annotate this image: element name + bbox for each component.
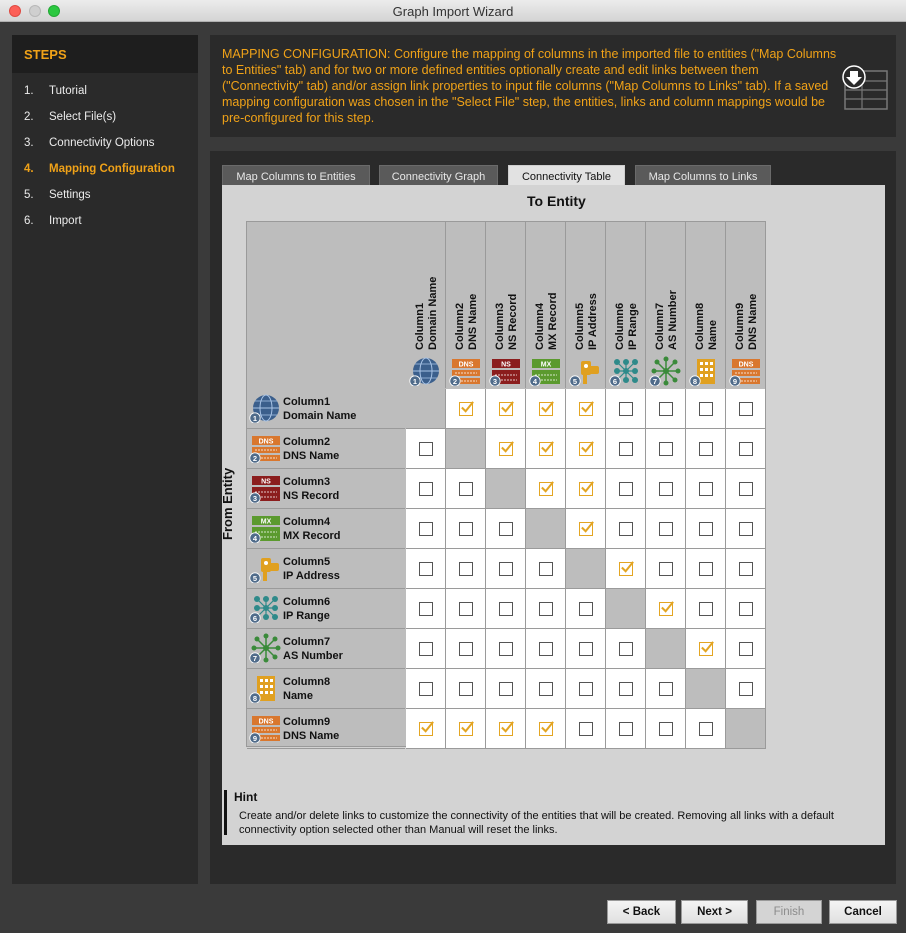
as-number-icon — [649, 356, 683, 386]
row-header — [247, 469, 405, 509]
link-checkbox[interactable] — [739, 682, 753, 696]
diagonal-cell — [646, 629, 686, 669]
diagonal-cell — [446, 429, 486, 469]
matrix-cell — [406, 469, 446, 509]
row-header-label: Column2 — [283, 436, 331, 448]
link-checkbox[interactable] — [419, 642, 433, 656]
matrix-cell — [566, 589, 606, 629]
link-checkbox[interactable] — [579, 602, 593, 616]
link-checkbox[interactable] — [459, 722, 473, 736]
step-label: Import — [49, 215, 82, 227]
description-text: MAPPING CONFIGURATION: Configure the mapping of columns in the imported file to entities ("Map Columns to Entities" tab) and for two or more defined entities optionally create and edit links between them ("Connectivity" tab) and/or assign link properties to input file columns ("Map Columns to Links" tab). If a saved mapping configuration was chosen in the "Select File" step, the entities, links and column mappings would be pre-configured for this step. — [222, 47, 837, 125]
matrix-cell — [406, 509, 446, 549]
link-checkbox[interactable] — [739, 562, 753, 576]
matrix-cell — [406, 669, 446, 709]
row-header-label: Column4 — [283, 516, 331, 528]
row-header-entity: AS Number — [283, 650, 343, 662]
diagonal-cell — [686, 669, 726, 709]
step-item[interactable] — [24, 215, 194, 229]
matrix-cell — [526, 429, 566, 469]
hint-title: Hint — [234, 790, 258, 804]
link-checkbox[interactable] — [739, 402, 753, 416]
row-header-label: Column3 — [283, 476, 331, 488]
row-header-entity: MX Record — [283, 530, 341, 542]
description-panel — [210, 35, 896, 137]
svg-text:3: 3 — [252, 494, 258, 503]
link-checkbox[interactable] — [659, 522, 673, 536]
diagonal-cell — [726, 709, 766, 749]
matrix-cell — [686, 549, 726, 589]
column-header: Column9 DNS Name DNS 9 — [726, 222, 766, 388]
link-checkbox[interactable] — [619, 722, 633, 736]
svg-text:DNS: DNS — [458, 361, 474, 369]
matrix-cell — [566, 709, 606, 749]
matrix-cell — [686, 509, 726, 549]
matrix-cell — [406, 429, 446, 469]
diagonal-cell — [486, 469, 526, 509]
svg-text:9: 9 — [252, 734, 258, 743]
diagonal-cell — [606, 589, 646, 629]
matrix-cell — [686, 629, 726, 669]
title-bar — [0, 0, 906, 22]
matrix-cell — [646, 589, 686, 629]
link-checkbox[interactable] — [459, 602, 473, 616]
check-mark-icon — [540, 720, 555, 735]
link-checkbox[interactable] — [619, 482, 633, 496]
tab-item[interactable]: Connectivity Graph — [379, 165, 498, 185]
hint-text: Create and/or delete links to customize the connectivity of the entities that will be created. Removing all links with a default connectivity option selected other than Manual will reset the links. — [239, 810, 834, 836]
link-checkbox[interactable] — [579, 442, 593, 456]
column-header: Column2 DNS Name DNS 2 — [446, 222, 486, 388]
link-checkbox[interactable] — [499, 402, 513, 416]
step-item[interactable] — [24, 111, 194, 125]
matrix-cell — [526, 669, 566, 709]
check-mark-icon — [660, 600, 675, 615]
matrix-cell — [726, 469, 766, 509]
matrix-cell — [646, 469, 686, 509]
row-header — [247, 429, 405, 469]
svg-text:5: 5 — [252, 574, 258, 583]
link-checkbox[interactable] — [499, 722, 513, 736]
matrix-cell — [606, 509, 646, 549]
link-checkbox[interactable] — [619, 642, 633, 656]
matrix-cell — [726, 669, 766, 709]
link-checkbox[interactable] — [459, 642, 473, 656]
next-button[interactable]: Next > — [681, 900, 748, 924]
link-checkbox[interactable] — [459, 682, 473, 696]
row-header — [247, 589, 405, 629]
link-checkbox[interactable] — [619, 682, 633, 696]
svg-text:7: 7 — [652, 377, 658, 386]
step-item[interactable] — [24, 189, 194, 203]
link-checkbox[interactable] — [419, 682, 433, 696]
link-checkbox[interactable] — [659, 562, 673, 576]
link-checkbox[interactable] — [539, 402, 553, 416]
svg-text:7: 7 — [252, 654, 258, 663]
svg-text:3: 3 — [492, 377, 498, 386]
svg-text:MX: MX — [260, 518, 272, 526]
column-header: Column5 IP Address 5 — [566, 222, 606, 388]
link-checkbox[interactable] — [539, 562, 553, 576]
link-checkbox[interactable] — [539, 602, 553, 616]
matrix-cell — [526, 629, 566, 669]
as-number-icon — [249, 633, 281, 665]
link-checkbox[interactable] — [659, 442, 673, 456]
matrix-cell — [726, 629, 766, 669]
step-label: Connectivity Options — [49, 137, 155, 149]
link-checkbox[interactable] — [419, 562, 433, 576]
svg-text:6: 6 — [612, 377, 618, 386]
matrix-cell — [606, 469, 646, 509]
row-header-label: Column9 — [283, 716, 331, 728]
dns-icon — [449, 356, 483, 386]
link-checkbox[interactable] — [459, 482, 473, 496]
matrix-cell — [446, 549, 486, 589]
dns-icon — [729, 356, 763, 386]
svg-text:NS: NS — [501, 361, 511, 369]
tab-item[interactable]: Connectivity Table — [508, 165, 625, 185]
matrix-cell — [606, 629, 646, 669]
matrix-cell — [406, 709, 446, 749]
check-mark-icon — [420, 720, 435, 735]
matrix-cell — [686, 429, 726, 469]
step-item[interactable] — [24, 137, 194, 151]
back-button[interactable]: < Back — [607, 900, 676, 924]
link-checkbox[interactable] — [419, 482, 433, 496]
svg-text:8: 8 — [692, 377, 698, 386]
step-item[interactable] — [24, 163, 194, 177]
matrix-cell — [446, 509, 486, 549]
link-checkbox[interactable] — [579, 402, 593, 416]
window-title: Graph Import Wizard — [392, 4, 514, 19]
step-number: 1. — [24, 85, 34, 97]
diagonal-cell — [526, 509, 566, 549]
link-checkbox[interactable] — [419, 442, 433, 456]
check-mark-icon — [580, 400, 595, 415]
mx-record-icon — [529, 356, 563, 386]
link-checkbox[interactable] — [699, 722, 713, 736]
link-checkbox[interactable] — [499, 522, 513, 536]
link-checkbox[interactable] — [579, 522, 593, 536]
check-mark-icon — [460, 400, 475, 415]
matrix-cell — [446, 389, 486, 429]
link-checkbox[interactable] — [739, 442, 753, 456]
link-checkbox[interactable] — [579, 482, 593, 496]
steps-heading: STEPS — [12, 35, 198, 73]
matrix-cell — [406, 629, 446, 669]
matrix-cell — [686, 389, 726, 429]
link-checkbox[interactable] — [539, 642, 553, 656]
matrix-cell — [726, 429, 766, 469]
link-checkbox[interactable] — [699, 442, 713, 456]
svg-text:4: 4 — [532, 377, 538, 386]
matrix-cell — [486, 549, 526, 589]
row-header-label: Column8 — [283, 676, 331, 688]
check-mark-icon — [500, 440, 515, 455]
matrix-cell — [606, 389, 646, 429]
svg-text:1: 1 — [252, 414, 258, 423]
row-header-entity: Domain Name — [283, 410, 357, 422]
matrix-cell — [486, 629, 526, 669]
building-icon — [249, 673, 281, 705]
link-checkbox[interactable] — [739, 482, 753, 496]
step-label: Settings — [49, 189, 91, 201]
row-header — [247, 549, 405, 589]
check-mark-icon — [540, 480, 555, 495]
matrix-cell — [406, 589, 446, 629]
link-checkbox[interactable] — [499, 602, 513, 616]
svg-text:8: 8 — [252, 694, 258, 703]
link-checkbox[interactable] — [619, 522, 633, 536]
tab-item[interactable]: Map Columns to Links — [635, 165, 771, 185]
matrix-cell — [486, 389, 526, 429]
matrix-cell — [726, 509, 766, 549]
matrix-cell — [526, 469, 566, 509]
step-label: Tutorial — [49, 85, 87, 97]
step-item[interactable] — [24, 85, 194, 99]
row-header — [247, 629, 405, 669]
column-header: Column4 MX Record MX 4 — [526, 222, 566, 388]
svg-text:5: 5 — [572, 377, 578, 386]
tab-item[interactable]: Map Columns to Entities — [222, 165, 370, 185]
matrix-cell — [606, 549, 646, 589]
matrix-cell — [446, 589, 486, 629]
hint-box — [224, 790, 874, 835]
link-checkbox[interactable] — [499, 682, 513, 696]
link-checkbox[interactable] — [539, 682, 553, 696]
globe-icon — [409, 356, 443, 386]
matrix-cell — [646, 429, 686, 469]
cancel-button[interactable]: Cancel — [829, 900, 897, 924]
link-checkbox[interactable] — [539, 482, 553, 496]
svg-text:NS: NS — [261, 478, 271, 486]
link-checkbox[interactable] — [499, 562, 513, 576]
svg-text:DNS: DNS — [258, 438, 274, 446]
check-mark-icon — [540, 400, 555, 415]
diagonal-cell — [566, 549, 606, 589]
row-header-label: Column7 — [283, 636, 331, 648]
matrix-cell — [726, 549, 766, 589]
step-number: 3. — [24, 137, 34, 149]
check-mark-icon — [580, 480, 595, 495]
svg-text:DNS: DNS — [258, 718, 274, 726]
matrix-cell — [726, 589, 766, 629]
svg-text:2: 2 — [252, 454, 258, 463]
globe-icon — [249, 393, 281, 425]
row-header-entity: DNS Name — [283, 730, 340, 742]
svg-text:6: 6 — [252, 614, 258, 623]
link-checkbox[interactable] — [539, 722, 553, 736]
building-icon — [689, 356, 723, 386]
column-header: Column1 Domain Name 1 — [406, 222, 446, 388]
matrix-cell — [486, 509, 526, 549]
row-header — [247, 709, 405, 749]
check-mark-icon — [500, 400, 515, 415]
ip-address-icon — [249, 553, 281, 585]
link-checkbox[interactable] — [619, 442, 633, 456]
link-checkbox[interactable] — [659, 682, 673, 696]
row-header-entity: IP Address — [283, 570, 340, 582]
matrix-cell — [606, 429, 646, 469]
step-number: 6. — [24, 215, 34, 227]
matrix-cell — [526, 589, 566, 629]
diagonal-cell — [406, 389, 446, 429]
link-checkbox[interactable] — [579, 722, 593, 736]
matrix-cell — [446, 669, 486, 709]
ns-record-icon — [249, 473, 281, 505]
matrix-cell — [726, 389, 766, 429]
matrix-cell — [646, 509, 686, 549]
step-number: 5. — [24, 189, 34, 201]
link-checkbox[interactable] — [579, 642, 593, 656]
matrix-cell — [446, 709, 486, 749]
step-number: 2. — [24, 111, 34, 123]
column-header: Column6 IP Range 6 — [606, 222, 646, 388]
link-checkbox[interactable] — [499, 642, 513, 656]
link-checkbox[interactable] — [619, 402, 633, 416]
column-header: Column8 Name 8 — [686, 222, 726, 388]
link-checkbox[interactable] — [539, 442, 553, 456]
row-header — [247, 389, 405, 429]
check-mark-icon — [580, 520, 595, 535]
link-checkbox[interactable] — [659, 722, 673, 736]
link-checkbox[interactable] — [699, 602, 713, 616]
link-checkbox[interactable] — [659, 402, 673, 416]
step-label: Select File(s) — [49, 111, 117, 123]
check-mark-icon — [460, 720, 475, 735]
matrix-cell — [686, 709, 726, 749]
matrix-cell — [486, 669, 526, 709]
matrix-cell — [406, 549, 446, 589]
link-checkbox[interactable] — [459, 562, 473, 576]
link-checkbox[interactable] — [739, 602, 753, 616]
matrix-cell — [486, 589, 526, 629]
column-header: Column7 AS Number 7 — [646, 222, 686, 388]
finish-button[interactable]: Finish — [756, 900, 822, 924]
matrix-cell — [646, 669, 686, 709]
svg-text:DNS: DNS — [738, 361, 754, 369]
import-table-icon — [840, 65, 890, 115]
check-mark-icon — [700, 640, 715, 655]
link-checkbox[interactable] — [419, 602, 433, 616]
row-header — [247, 669, 405, 709]
link-checkbox[interactable] — [459, 402, 473, 416]
matrix-cell — [566, 669, 606, 709]
link-checkbox[interactable] — [739, 522, 753, 536]
svg-text:2: 2 — [452, 377, 458, 386]
link-checkbox[interactable] — [699, 522, 713, 536]
svg-text:MX: MX — [540, 361, 552, 369]
matrix-cell — [526, 709, 566, 749]
column-header: Column3 NS Record NS 3 — [486, 222, 526, 388]
ip-range-icon — [249, 593, 281, 625]
row-header-entity: DNS Name — [283, 450, 340, 462]
check-mark-icon — [540, 440, 555, 455]
matrix-cell — [526, 389, 566, 429]
check-mark-icon — [500, 720, 515, 735]
link-checkbox[interactable] — [699, 402, 713, 416]
ip-address-icon — [569, 356, 603, 386]
matrix-cell — [566, 389, 606, 429]
row-header-entity: Name — [283, 690, 313, 702]
svg-text:1: 1 — [412, 377, 418, 386]
svg-text:4: 4 — [252, 534, 258, 543]
matrix-cell — [686, 469, 726, 509]
ns-record-icon — [489, 356, 523, 386]
matrix-cell — [606, 709, 646, 749]
dns-icon — [249, 713, 281, 745]
step-label: Mapping Configuration — [49, 163, 175, 175]
dns-icon — [249, 433, 281, 465]
matrix-cell — [606, 669, 646, 709]
matrix-cell — [566, 629, 606, 669]
row-header-label: Column1 — [283, 396, 331, 408]
matrix-cell — [566, 509, 606, 549]
row-header-entity: IP Range — [283, 610, 330, 622]
link-checkbox[interactable] — [699, 562, 713, 576]
matrix-cell — [686, 589, 726, 629]
row-header-entity: NS Record — [283, 490, 340, 502]
link-checkbox[interactable] — [659, 482, 673, 496]
svg-text:9: 9 — [732, 377, 738, 386]
link-checkbox[interactable] — [499, 442, 513, 456]
matrix-cell — [646, 389, 686, 429]
link-checkbox[interactable] — [699, 482, 713, 496]
mx-record-icon — [249, 513, 281, 545]
link-checkbox[interactable] — [619, 562, 633, 576]
row-header-label: Column6 — [283, 596, 331, 608]
link-checkbox[interactable] — [699, 642, 713, 656]
link-checkbox[interactable] — [459, 522, 473, 536]
row-header-label: Column5 — [283, 556, 331, 568]
link-checkbox[interactable] — [419, 522, 433, 536]
link-checkbox[interactable] — [579, 682, 593, 696]
ip-range-icon — [609, 356, 643, 386]
check-mark-icon — [580, 440, 595, 455]
check-mark-icon — [620, 560, 635, 575]
link-checkbox[interactable] — [739, 642, 753, 656]
matrix-cell — [646, 709, 686, 749]
matrix-cell — [566, 429, 606, 469]
matrix-cell — [526, 549, 566, 589]
from-entity-label: From Entity — [220, 467, 235, 540]
to-entity-label: To Entity — [527, 193, 586, 209]
matrix-cell — [566, 469, 606, 509]
link-checkbox[interactable] — [419, 722, 433, 736]
matrix-cell — [486, 709, 526, 749]
matrix-cell — [446, 469, 486, 509]
link-checkbox[interactable] — [659, 602, 673, 616]
row-header — [247, 509, 405, 549]
matrix-cell — [646, 549, 686, 589]
matrix-cell — [446, 629, 486, 669]
step-number: 4. — [24, 163, 34, 175]
matrix-cell — [486, 429, 526, 469]
